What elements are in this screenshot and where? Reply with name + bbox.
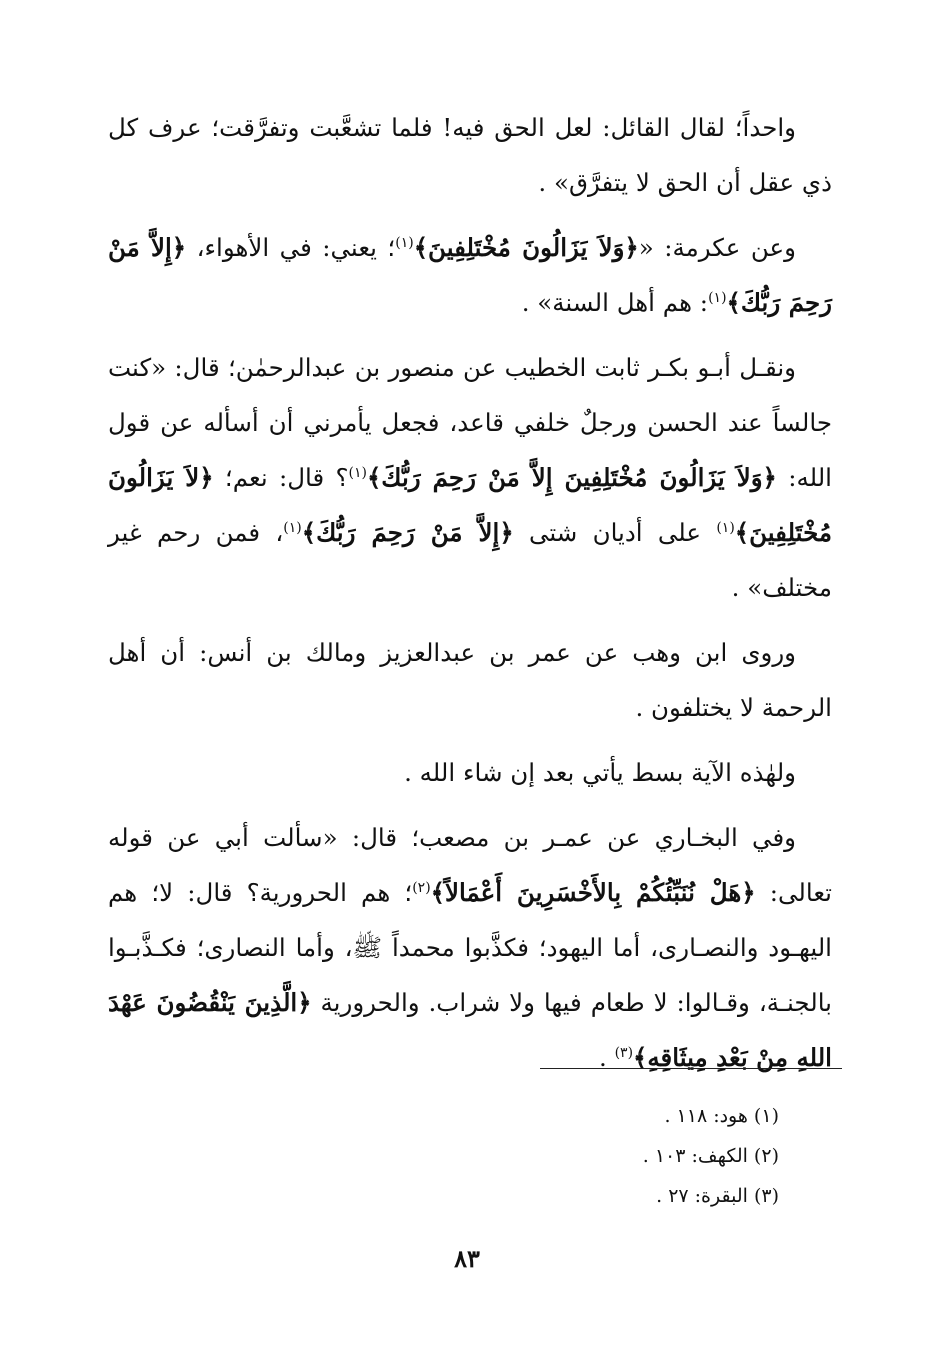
footnote-1: (١) هود: ١١٨ . — [664, 1105, 779, 1127]
footnote-3: (٣) البقرة: ٢٧ . — [656, 1185, 779, 1207]
paragraph — [108, 220, 832, 330]
footnote-reference: (١) — [716, 519, 735, 536]
paragraph-text: ؟ قال: نعم؛ — [213, 463, 349, 492]
footnote-2: (٢) الكهف: ١٠٣ . — [642, 1145, 779, 1167]
paragraph-text: ؛ يعني: في الأهواء، — [186, 233, 396, 262]
footnote-reference: (٢) — [412, 879, 431, 896]
footnotes — [379, 1096, 779, 1216]
paragraph-text: على أديان شتى — [513, 518, 717, 547]
paragraph-text: وفي البخـاري عن عمـر بن مصعب؛ قال: «سألت أبي عن قوله تعالى: — [108, 823, 832, 907]
paragraph-text: وعن عكرمة: « — [638, 233, 796, 262]
paragraph — [108, 625, 832, 735]
quran-verse: ﴿وَلاَ يَزَالُونَ مُخْتَلِفِينَ إِلاَّ مَنْ رَحِمَ رَبُّكَ﴾ — [366, 463, 777, 492]
footnote-reference: (١) — [348, 464, 367, 481]
paragraph-text: . — [598, 1043, 615, 1072]
footnote-divider — [540, 1068, 842, 1069]
quran-verse: ﴿لاَ يَزَالُونَ مُخْتَلِفِينَ﴾ — [108, 463, 833, 547]
paragraph — [108, 340, 832, 615]
paragraph — [108, 100, 832, 210]
quran-verse: ﴿وَلاَ يَزَالُونَ مُخْتَلِفِينَ﴾ — [413, 233, 639, 262]
quran-verse: ﴿إِلاَّ مَنْ رَحِمَ رَبُّكَ﴾ — [108, 233, 832, 317]
quran-verse: ﴿إِلاَّ مَنْ رَحِمَ رَبُّكَ﴾ — [301, 518, 514, 547]
main-text — [108, 100, 832, 1095]
footnote-reference: (١) — [708, 289, 727, 306]
page-number: ٨٣ — [454, 1244, 480, 1273]
footnote-reference: (١) — [283, 519, 302, 536]
quran-verse: ﴿الَّذِينَ يَنْقُضُونَ عَهْدَ اللهِ مِنْ بَعْدِ مِيثَاقِهِ﴾ — [108, 988, 832, 1072]
paragraph-text: ونقـل أبـو بكـر ثابت الخطيب عن منصور بن عبدالرحمٰن؛ قال: «كنت جالساً عند الحسن ورجلٌ خلفي قاعد، فجعل يأمرني أن أسأله عن قول الله: — [108, 353, 832, 492]
paragraph-text: ؛ هم الحرورية؟ قال: لا؛ هم اليهـود والنصـارى، أما اليهود؛ فكذَّبوا محمداً ﷺ، وأما النصارى؛ فكـذَّبـوا بالجنـة، وقـالوا: لا طعام فيها ولا شراب. والحرورية — [108, 878, 832, 1017]
footnote-reference: (٣) — [614, 1044, 634, 1061]
quran-verse: ﴿هَلْ نُنَبِّئُكُمْ بِالأَخْسَرِينَ أَعْمَالاً﴾ — [430, 878, 756, 907]
paragraph-text: ، فمن رحم غير مختلف» . — [108, 518, 832, 602]
paragraph-text: ولهٰذه الآية بسط يأتي بعد إن شاء الله . — [404, 758, 796, 787]
footnote-reference: (١) — [395, 234, 414, 251]
paragraph-text: وروى ابن وهب عن عمر بن عبدالعزيز ومالك بن أنس: أن أهل الرحمة لا يختلفون . — [108, 638, 832, 722]
paragraph — [108, 745, 832, 800]
paragraph-text: واحداً؛ لقال القائل: لعل الحق فيه! فلما تشعَّبت وتفرَّقت؛ عرف كل ذي عقل أن الحق لا يتفرَّق» . — [108, 113, 832, 197]
paragraph — [108, 810, 832, 1085]
paragraph-text: : هم أهل السنة» . — [521, 288, 709, 317]
